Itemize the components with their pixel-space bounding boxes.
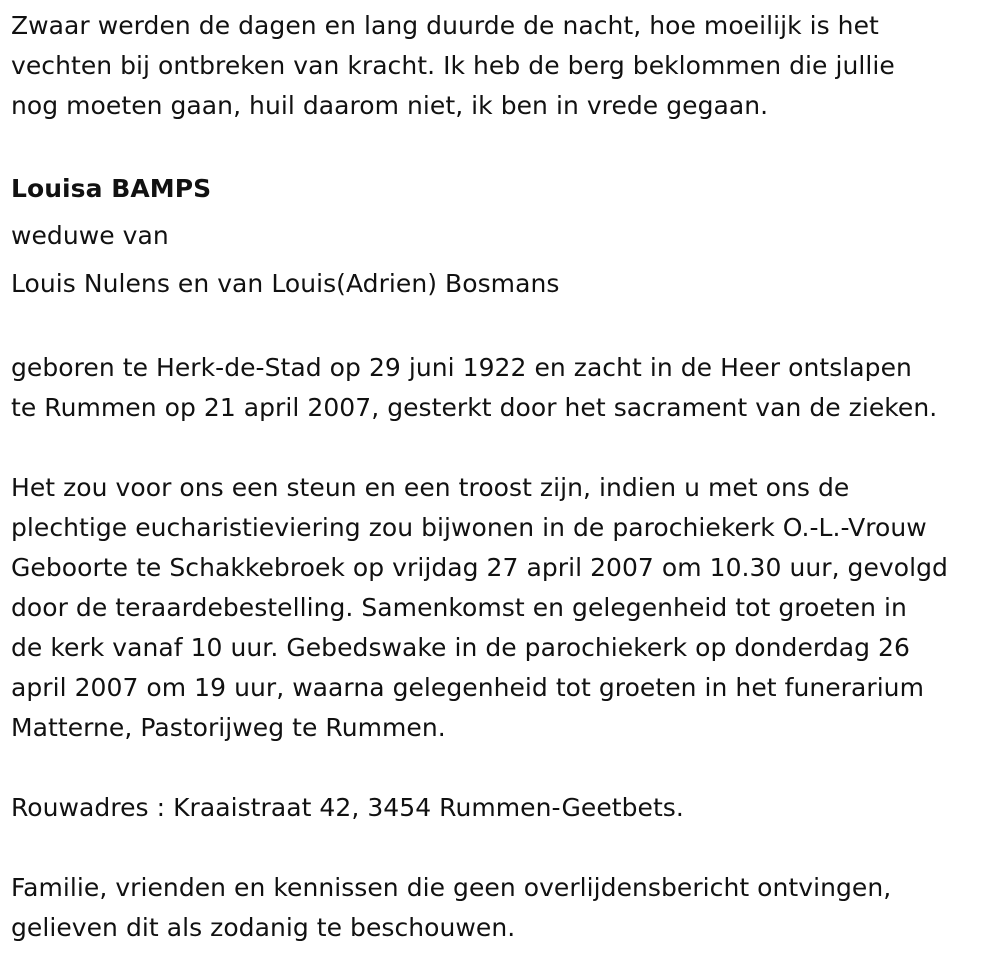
ceremony-line: Het zou voor ons een steun en een troost zijn, indien u met ons de xyxy=(11,473,850,502)
closing-line: Familie, vrienden en kennissen die geen overlijdensbericht ontvingen, xyxy=(11,873,892,902)
deceased-name: Louisa BAMPS xyxy=(11,174,212,203)
ceremony-line: april 2007 om 19 uur, waarna gelegenheid tot groeten in het funerarium xyxy=(11,673,924,702)
poem-line: vechten bij ontbreken van kracht. Ik heb de berg beklommen die jullie xyxy=(11,51,895,80)
ceremony-line: plechtige eucharistieviering zou bijwonen in de parochiekerk O.-L.-Vrouw xyxy=(11,513,927,542)
deceased-spouses: Louis Nulens en van Louis(Adrien) Bosmans xyxy=(11,269,560,298)
obituary-document xyxy=(11,6,996,948)
birth-death-line: geboren te Herk-de-Stad op 29 juni 1922 en zacht in de Heer ontslapen xyxy=(11,353,912,382)
ceremony-line: door de teraardebestelling. Samenkomst en gelegenheid tot groeten in xyxy=(11,593,907,622)
birth-death-line: te Rummen op 21 april 2007, gesterkt door het sacrament van de zieken. xyxy=(11,393,938,422)
ceremony-line: de kerk vanaf 10 uur. Gebedswake in de parochiekerk op donderdag 26 xyxy=(11,633,910,662)
ceremony-line: Matterne, Pastorijweg te Rummen. xyxy=(11,713,446,742)
closing-line: gelieven dit als zodanig te beschouwen. xyxy=(11,913,516,942)
deceased-relation: weduwe van xyxy=(11,221,169,250)
mourning-address: Rouwadres : Kraaistraat 42, 3454 Rummen-Geetbets. xyxy=(11,793,684,822)
poem-line: Zwaar werden de dagen en lang duurde de nacht, hoe moeilijk is het xyxy=(11,11,879,40)
poem-line: nog moeten gaan, huil daarom niet, ik ben in vrede gegaan. xyxy=(11,91,769,120)
address-paragraph xyxy=(11,788,996,828)
birth-death-paragraph xyxy=(11,348,996,428)
poem-paragraph xyxy=(11,6,996,126)
ceremony-line: Geboorte te Schakkebroek op vrijdag 27 april 2007 om 10.30 uur, gevolgd xyxy=(11,553,948,582)
ceremony-paragraph xyxy=(11,468,996,748)
closing-paragraph xyxy=(11,868,996,948)
